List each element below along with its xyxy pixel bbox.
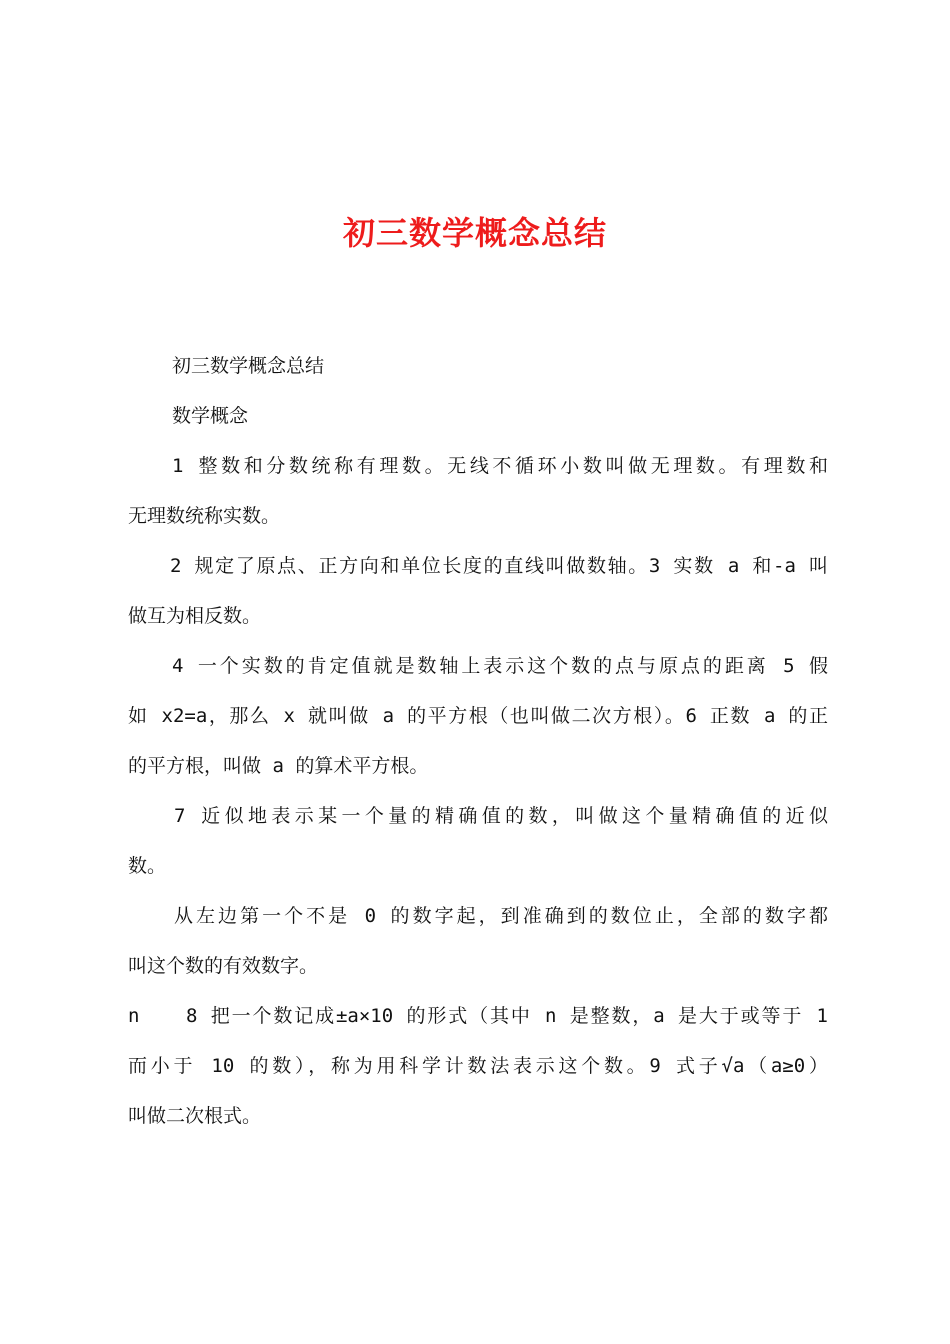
- paragraph-line: 无理数统称实数。: [128, 505, 281, 527]
- paragraph-line: 叫做二次根式。: [128, 1105, 262, 1127]
- paragraph-line: 1 整数和分数统称有理数。无线不循环小数叫做无理数。有理数和: [172, 455, 828, 477]
- document-title: 初三数学概念总结: [342, 214, 607, 252]
- paragraph-line: 7 近似地表示某一个量的精确值的数，叫做这个量精确值的近似: [174, 805, 828, 827]
- paragraph-line: 4 一个实数的肯定值就是数轴上表示这个数的点与原点的距离 5 假: [172, 655, 828, 677]
- paragraph-line: 的平方根，叫做 a 的算术平方根。: [128, 755, 429, 777]
- paragraph-line: 从左边第一个不是 0 的数字起，到准确到的数位止，全部的数字都: [174, 905, 828, 927]
- exponent-marker: n: [128, 1005, 140, 1027]
- paragraph-line: 2 规定了原点、正方向和单位长度的直线叫做数轴。3 实数 a 和-a 叫: [170, 555, 828, 577]
- paragraph-line: 而小于 10 的数），称为用科学计数法表示这个数。9 式子√a（a≥0）: [128, 1055, 828, 1077]
- subtitle-line: 初三数学概念总结: [172, 355, 325, 377]
- section-heading: 数学概念: [172, 405, 249, 427]
- paragraph-line: 数。: [128, 855, 167, 877]
- paragraph-line: 8 把一个数记成±a×10 的形式（其中 n 是整数，a 是大于或等于 1: [186, 1005, 828, 1027]
- paragraph-line: 做互为相反数。: [128, 605, 262, 627]
- paragraph-line: 叫这个数的有效数字。: [128, 955, 319, 977]
- paragraph-line: 如 x2=a，那么 x 就叫做 a 的平方根（也叫做二次方根）。6 正数 a 的正: [128, 705, 828, 727]
